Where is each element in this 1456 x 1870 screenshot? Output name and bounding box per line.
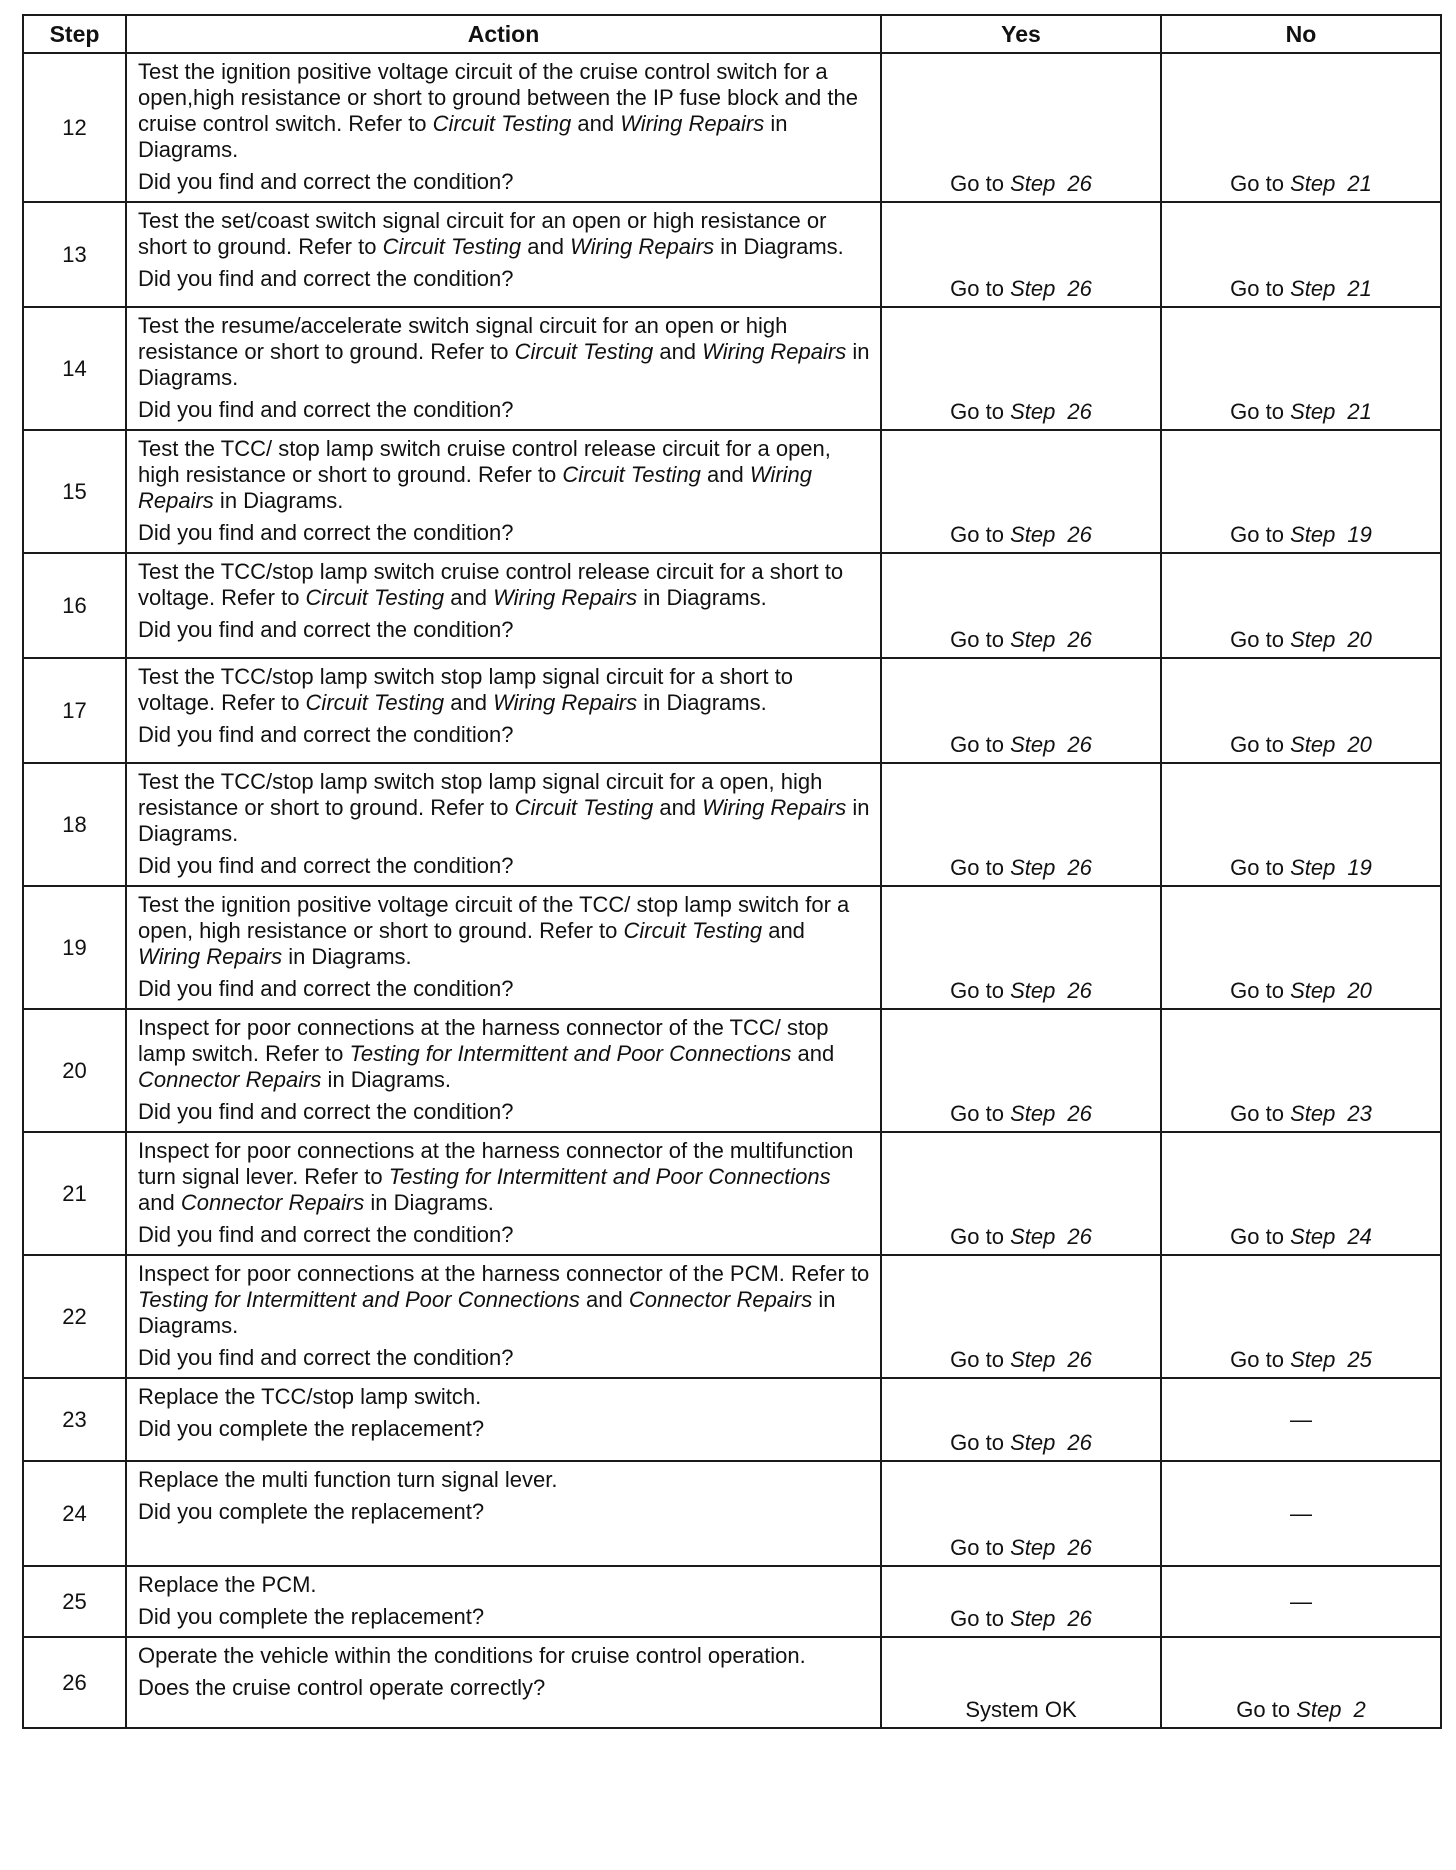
yes-cell	[881, 658, 1161, 763]
action-cell	[126, 1132, 881, 1255]
no-cell	[1161, 763, 1441, 886]
action-text: and	[521, 234, 571, 259]
goto-step-word: Step	[1010, 171, 1056, 196]
step-number: 15	[23, 430, 126, 553]
goto-step-number: 26	[1067, 399, 1092, 424]
reference-title: Wiring Repairs	[702, 339, 847, 364]
yes-cell	[881, 1461, 1161, 1566]
goto-prefix: Go to	[950, 276, 1004, 301]
action-text: in Diagrams.	[213, 488, 344, 513]
goto-step-number: 26	[1067, 627, 1092, 652]
goto-step-word: Step	[1290, 171, 1336, 196]
goto-step-word: Step	[1010, 1347, 1056, 1372]
reference-title: Circuit Testing	[432, 111, 572, 136]
goto-link	[1230, 978, 1372, 1003]
goto-prefix: Go to	[950, 171, 1004, 196]
action-question: Did you find and correct the condition?	[138, 520, 514, 545]
no-cell	[1161, 1566, 1441, 1637]
goto-link	[1230, 732, 1372, 757]
step-number: 13	[23, 202, 126, 307]
goto-link	[950, 732, 1092, 757]
action-cell	[126, 763, 881, 886]
goto-prefix: Go to	[1230, 978, 1284, 1003]
reference-title: Testing for Intermittent and Poor Connections	[349, 1041, 792, 1066]
table-row	[23, 1132, 1441, 1255]
action-text: Replace the PCM.	[138, 1572, 317, 1597]
goto-prefix: Go to	[950, 1224, 1004, 1249]
goto-prefix: Go to	[1236, 1697, 1291, 1722]
goto-link	[1230, 171, 1372, 196]
step-number: 12	[23, 53, 126, 202]
goto-step-number: 20	[1347, 732, 1372, 757]
action-instruction	[138, 1015, 870, 1093]
action-text: Inspect for poor connections at the harness connector of the TCC/ stop lamp switch. Refer to	[138, 1015, 829, 1066]
goto-link	[950, 1224, 1092, 1249]
table-body	[23, 53, 1441, 1728]
no-cell	[1161, 886, 1441, 1009]
action-text: and	[579, 1287, 629, 1312]
reference-title: Testing for Intermittent and Poor Connections	[138, 1287, 580, 1312]
action-instruction	[138, 1467, 870, 1493]
goto-prefix: Go to	[1230, 276, 1284, 301]
yes-cell	[881, 430, 1161, 553]
reference-title: Circuit Testing	[514, 339, 654, 364]
table-row	[23, 1637, 1441, 1728]
goto-prefix: Go to	[1230, 732, 1284, 757]
goto-step-number: 21	[1347, 399, 1372, 424]
goto-step-word: Step	[1010, 1606, 1056, 1631]
table-row	[23, 1378, 1441, 1461]
action-text: in Diagrams.	[714, 234, 844, 259]
action-question: Did you find and correct the condition?	[138, 976, 514, 1001]
reference-title: Wiring Repairs	[570, 234, 715, 259]
goto-step-word: Step	[1010, 522, 1056, 547]
goto-link	[950, 978, 1092, 1003]
goto-step-word: Step	[1290, 399, 1336, 424]
step-number: 23	[23, 1378, 126, 1461]
header-action: Action	[126, 15, 881, 53]
action-text: Operate the vehicle within the conditions for cruise control operation.	[138, 1643, 806, 1668]
no-cell	[1161, 1461, 1441, 1566]
goto-step-word: Step	[1010, 1535, 1056, 1560]
reference-title: Circuit Testing	[623, 918, 763, 943]
table-row	[23, 1461, 1441, 1566]
reference-title: Wiring Repairs	[702, 795, 847, 820]
action-question: Did you find and correct the condition?	[138, 1099, 514, 1124]
goto-prefix: Go to	[1230, 399, 1284, 424]
action-text: in Diagrams.	[282, 944, 412, 969]
goto-link	[1236, 1697, 1365, 1722]
action-question: Did you complete the replacement?	[138, 1499, 485, 1524]
reference-title: Connector Repairs	[628, 1287, 813, 1312]
goto-step-number: 26	[1067, 1347, 1092, 1372]
goto-prefix: Go to	[1230, 855, 1284, 880]
goto-prefix: Go to	[950, 978, 1004, 1003]
step-number: 17	[23, 658, 126, 763]
goto-link	[1230, 1224, 1372, 1249]
goto-step-number: 2	[1353, 1697, 1366, 1722]
goto-prefix: Go to	[950, 1347, 1004, 1372]
action-instruction	[138, 208, 870, 260]
no-cell	[1161, 1009, 1441, 1132]
reference-title: Circuit Testing	[562, 462, 701, 487]
goto-step-word: Step	[1010, 399, 1056, 424]
goto-step-word: Step	[1290, 732, 1336, 757]
action-text: in Diagrams.	[138, 111, 788, 162]
goto-prefix: Go to	[950, 855, 1004, 880]
table-row	[23, 53, 1441, 202]
action-text: in Diagrams.	[138, 795, 870, 846]
goto-step-number: 25	[1347, 1347, 1372, 1372]
action-text: and	[444, 690, 494, 715]
goto-step-number: 26	[1067, 1101, 1092, 1126]
action-question: Does the cruise control operate correctly?	[138, 1675, 546, 1700]
goto-prefix: Go to	[1230, 171, 1284, 196]
reference-title: Circuit Testing	[382, 234, 522, 259]
goto-step-word: Step	[1010, 1430, 1056, 1455]
goto-prefix: Go to	[950, 1606, 1004, 1631]
yes-cell	[881, 1255, 1161, 1378]
action-cell	[126, 886, 881, 1009]
goto-prefix: Go to	[1230, 1224, 1284, 1249]
table-row	[23, 763, 1441, 886]
table-row	[23, 430, 1441, 553]
goto-link	[1230, 1347, 1372, 1372]
action-question: Did you find and correct the condition?	[138, 1345, 514, 1370]
step-number: 20	[23, 1009, 126, 1132]
goto-prefix: Go to	[1230, 627, 1284, 652]
action-text: Test the ignition positive voltage circuit of the TCC/ stop lamp switch for a open, high resistance or short to ground. Refer to	[138, 892, 850, 943]
no-cell	[1161, 202, 1441, 307]
goto-link	[1230, 627, 1372, 652]
action-question: Did you find and correct the condition?	[138, 266, 514, 291]
yes-cell	[881, 1378, 1161, 1461]
goto-step-number: 26	[1067, 276, 1092, 301]
goto-step-number: 21	[1347, 171, 1372, 196]
action-instruction	[138, 664, 870, 716]
action-instruction	[138, 1572, 870, 1598]
goto-prefix: Go to	[950, 1535, 1004, 1560]
action-instruction	[138, 559, 870, 611]
action-question: Did you find and correct the condition?	[138, 397, 514, 422]
action-instruction	[138, 1384, 870, 1410]
goto-link	[950, 522, 1092, 547]
goto-step-word: Step	[1010, 855, 1056, 880]
header-row	[23, 15, 1441, 53]
step-number: 26	[23, 1637, 126, 1728]
action-instruction	[138, 1138, 870, 1216]
goto-link	[1230, 276, 1372, 301]
goto-step-number: 26	[1067, 171, 1092, 196]
header-step: Step	[23, 15, 126, 53]
goto-link	[1230, 399, 1372, 424]
table-row	[23, 658, 1441, 763]
action-cell	[126, 307, 881, 430]
goto-step-word: Step	[1010, 276, 1056, 301]
no-cell	[1161, 430, 1441, 553]
goto-prefix: Go to	[950, 1101, 1004, 1126]
step-number: 14	[23, 307, 126, 430]
table-row	[23, 1566, 1441, 1637]
goto-step-word: Step	[1290, 855, 1336, 880]
goto-link	[1230, 522, 1372, 547]
goto-step-number: 19	[1347, 522, 1372, 547]
goto-step-number: 26	[1067, 1606, 1092, 1631]
no-cell	[1161, 1255, 1441, 1378]
goto-link	[950, 627, 1092, 652]
goto-step-word: Step	[1010, 1224, 1056, 1249]
step-number: 25	[23, 1566, 126, 1637]
step-number: 18	[23, 763, 126, 886]
action-question: Did you find and correct the condition?	[138, 853, 514, 878]
yes-cell	[881, 307, 1161, 430]
no-dash: —	[1290, 1588, 1312, 1614]
reference-title: Circuit Testing	[305, 585, 445, 610]
yes-cell	[881, 53, 1161, 202]
no-cell	[1161, 1378, 1441, 1461]
goto-step-word: Step	[1010, 627, 1056, 652]
goto-step-number: 19	[1347, 855, 1372, 880]
action-instruction	[138, 1643, 870, 1669]
goto-step-number: 26	[1067, 978, 1092, 1003]
goto-link	[1230, 855, 1372, 880]
goto-step-number: 26	[1067, 1224, 1092, 1249]
no-cell	[1161, 53, 1441, 202]
goto-prefix: Go to	[1230, 1347, 1284, 1372]
action-text: and	[791, 1041, 835, 1066]
yes-cell	[881, 1009, 1161, 1132]
action-question: Did you find and correct the condition?	[138, 722, 514, 747]
reference-title: Testing for Intermittent and Poor Connections	[388, 1164, 831, 1189]
step-number: 16	[23, 553, 126, 658]
reference-title: Circuit Testing	[305, 690, 445, 715]
goto-link	[950, 276, 1092, 301]
action-cell	[126, 202, 881, 307]
goto-prefix: Go to	[950, 732, 1004, 757]
step-number: 24	[23, 1461, 126, 1566]
action-text: Test the TCC/stop lamp switch stop lamp signal circuit for a open, high resistance or short to ground. Refer to	[138, 769, 823, 820]
no-cell	[1161, 1637, 1441, 1728]
goto-step-word: Step	[1290, 1347, 1336, 1372]
action-instruction	[138, 1261, 870, 1339]
action-question: Did you find and correct the condition?	[138, 1222, 514, 1247]
goto-step-number: 20	[1347, 978, 1372, 1003]
no-dash: —	[1290, 1500, 1312, 1526]
reference-title: Connector Repairs	[138, 1067, 322, 1092]
goto-link	[950, 1347, 1092, 1372]
goto-prefix: Go to	[950, 1430, 1004, 1455]
action-text: in Diagrams.	[321, 1067, 452, 1092]
reference-title: Wiring Repairs	[138, 462, 813, 513]
action-instruction	[138, 59, 870, 163]
goto-step-number: 23	[1347, 1101, 1372, 1126]
header-no: No	[1161, 15, 1441, 53]
action-cell	[126, 658, 881, 763]
action-text: and	[700, 462, 750, 487]
action-text: and	[762, 918, 805, 943]
action-text: and	[444, 585, 494, 610]
action-text: in Diagrams.	[637, 690, 767, 715]
no-dash: —	[1290, 1406, 1312, 1432]
reference-title: Wiring Repairs	[493, 690, 638, 715]
goto-step-number: 26	[1067, 1430, 1092, 1455]
goto-step-word: Step	[1290, 978, 1336, 1003]
yes-cell	[881, 1132, 1161, 1255]
action-question: Did you find and correct the condition?	[138, 617, 514, 642]
action-cell	[126, 1378, 881, 1461]
yes-cell	[881, 1566, 1161, 1637]
reference-title: Connector Repairs	[180, 1190, 365, 1215]
action-text: Test the TCC/stop lamp switch stop lamp signal circuit for a short to voltage. Refer to	[138, 664, 793, 715]
action-text: in Diagrams.	[364, 1190, 494, 1215]
goto-step-word: Step	[1010, 732, 1056, 757]
no-cell	[1161, 1132, 1441, 1255]
goto-step-word: Step	[1290, 276, 1336, 301]
action-text: Test the ignition positive voltage circuit of the cruise control switch for a open,high resistance or short to ground between the IP fuse block and the cruise control switch. Refer to	[138, 59, 858, 136]
action-instruction	[138, 769, 870, 847]
no-cell	[1161, 658, 1441, 763]
goto-step-word: Step	[1290, 1101, 1336, 1126]
goto-link	[950, 399, 1092, 424]
goto-step-word: Step	[1290, 627, 1336, 652]
goto-prefix: Go to	[1230, 522, 1284, 547]
diagnostic-table	[22, 14, 1442, 1729]
yes-cell	[881, 886, 1161, 1009]
goto-link	[950, 1101, 1092, 1126]
goto-step-number: 26	[1067, 1535, 1092, 1560]
goto-link	[950, 855, 1092, 880]
table-row	[23, 307, 1441, 430]
reference-title: Circuit Testing	[514, 795, 654, 820]
step-number: 19	[23, 886, 126, 1009]
goto-step-number: 21	[1347, 276, 1372, 301]
goto-step-word: Step	[1290, 1224, 1336, 1249]
step-number: 21	[23, 1132, 126, 1255]
action-instruction	[138, 313, 870, 391]
action-text: Test the TCC/ stop lamp switch cruise control release circuit for a open, high resistance or short to ground. Refer to	[138, 436, 831, 487]
goto-link	[1230, 1101, 1372, 1126]
goto-step-word: Step	[1010, 978, 1056, 1003]
goto-link	[950, 171, 1092, 196]
no-cell	[1161, 553, 1441, 658]
goto-link	[950, 1430, 1092, 1455]
goto-step-word: Step	[1290, 522, 1336, 547]
action-cell	[126, 1566, 881, 1637]
action-text: in Diagrams.	[637, 585, 767, 610]
goto-step-number: 24	[1347, 1224, 1372, 1249]
action-cell	[126, 430, 881, 553]
action-cell	[126, 1637, 881, 1728]
yes-result: System OK	[965, 1697, 1077, 1722]
action-text: and	[571, 111, 621, 136]
table-row	[23, 886, 1441, 1009]
goto-step-word: Step	[1010, 1101, 1056, 1126]
action-instruction	[138, 436, 870, 514]
action-cell	[126, 1255, 881, 1378]
header-yes: Yes	[881, 15, 1161, 53]
step-number: 22	[23, 1255, 126, 1378]
action-cell	[126, 1009, 881, 1132]
goto-step-word: Step	[1296, 1697, 1342, 1722]
action-question: Did you find and correct the condition?	[138, 169, 514, 194]
goto-step-number: 26	[1067, 855, 1092, 880]
action-text: in Diagrams.	[138, 1287, 836, 1338]
action-text: Test the resume/accelerate switch signal circuit for an open or high resistance or short to ground. Refer to	[138, 313, 788, 364]
table-row	[23, 553, 1441, 658]
reference-title: Wiring Repairs	[138, 944, 283, 969]
action-text: and	[653, 339, 703, 364]
action-text: and	[653, 795, 703, 820]
action-text: Inspect for poor connections at the harness connector of the PCM. Refer to	[138, 1261, 870, 1286]
no-cell	[1161, 307, 1441, 430]
action-text: in Diagrams.	[138, 339, 870, 390]
yes-cell	[881, 553, 1161, 658]
action-text: and	[138, 1190, 181, 1215]
action-text: Replace the TCC/stop lamp switch.	[138, 1384, 482, 1409]
goto-step-number: 26	[1067, 522, 1092, 547]
goto-link	[950, 1606, 1092, 1631]
action-cell	[126, 1461, 881, 1566]
reference-title: Wiring Repairs	[620, 111, 765, 136]
goto-prefix: Go to	[950, 522, 1004, 547]
action-question: Did you complete the replacement?	[138, 1416, 485, 1441]
action-text: Test the TCC/stop lamp switch cruise control release circuit for a short to voltage. Refer to	[138, 559, 844, 610]
table-row	[23, 202, 1441, 307]
action-instruction	[138, 892, 870, 970]
goto-step-number: 20	[1347, 627, 1372, 652]
yes-cell	[881, 1637, 1161, 1728]
action-text: Test the set/coast switch signal circuit for an open or high resistance or short to ground. Refer to	[138, 208, 827, 259]
goto-prefix: Go to	[1230, 1101, 1284, 1126]
goto-prefix: Go to	[950, 399, 1004, 424]
yes-cell	[881, 763, 1161, 886]
table-row	[23, 1255, 1441, 1378]
action-text: Replace the multi function turn signal lever.	[138, 1467, 558, 1492]
action-text: Inspect for poor connections at the harness connector of the multifunction turn signal lever. Refer to	[138, 1138, 854, 1189]
action-question: Did you complete the replacement?	[138, 1604, 485, 1629]
action-cell	[126, 53, 881, 202]
yes-cell	[881, 202, 1161, 307]
goto-link	[950, 1535, 1092, 1560]
goto-step-number: 26	[1067, 732, 1092, 757]
table-row	[23, 1009, 1441, 1132]
reference-title: Wiring Repairs	[493, 585, 638, 610]
action-cell	[126, 553, 881, 658]
goto-prefix: Go to	[950, 627, 1004, 652]
